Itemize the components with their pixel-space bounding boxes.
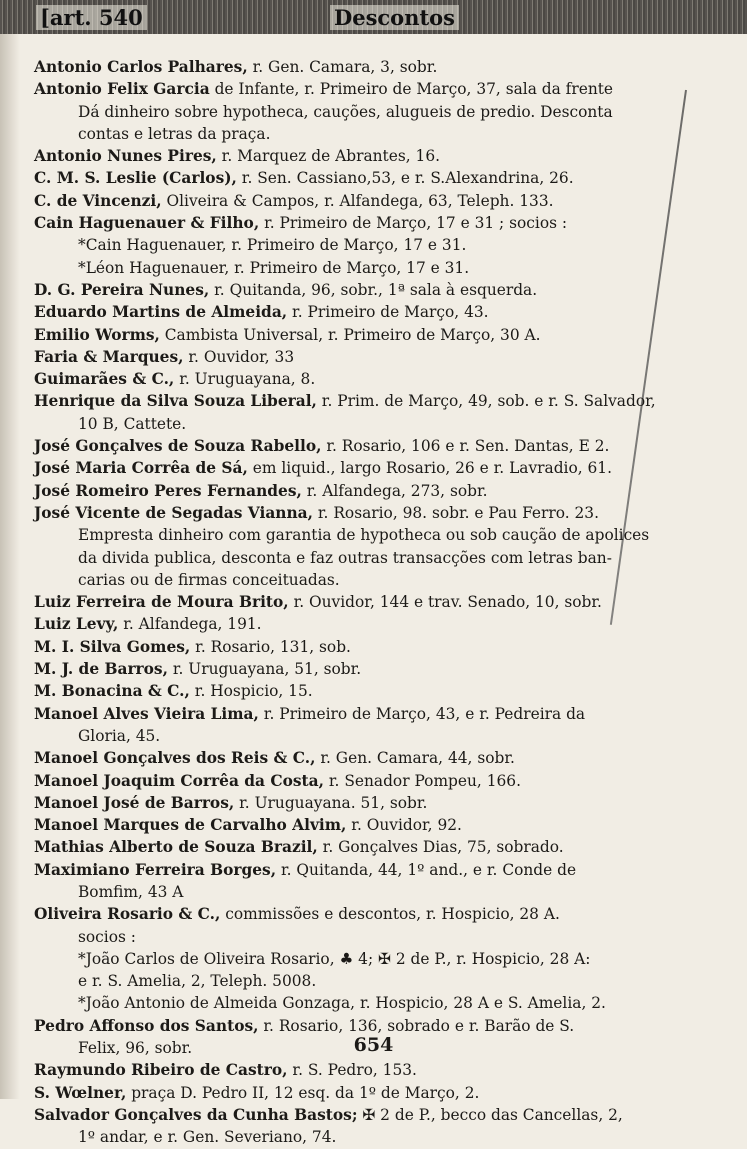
entry-name: M. Bonacina & C., (34, 682, 190, 701)
entry-name: Manoel Joaquim Corrêa da Costa, (34, 771, 324, 790)
entries-list (34, 56, 706, 1149)
directory-entry (34, 301, 706, 323)
entry-address: r. Uruguayana. 51, sobr. (234, 793, 428, 812)
entry-name: Antonio Nunes Pires, (34, 147, 217, 166)
entry-address: r. Ouvidor, 33 (183, 347, 295, 366)
entry-name: Antonio Carlos Palhares, (34, 58, 248, 76)
directory-entry (34, 680, 706, 702)
directory-entry (34, 613, 706, 635)
directory-entry (34, 836, 706, 858)
entry-continuation: Dá dinheiro sobre hypotheca, cauções, alugueis de predio. Desconta (78, 102, 613, 121)
entry-name: José Maria Corrêa de Sá, (34, 459, 248, 478)
entry-continuation: Gloria, 45. (78, 726, 161, 745)
directory-entry (34, 502, 706, 524)
directory-entry (34, 324, 706, 346)
entry-address: de Infante, r. Primeiro de Março, 37, sala da frente (209, 80, 614, 99)
directory-entry (34, 212, 706, 234)
directory-entry (34, 636, 706, 658)
entry-name: M. I. Silva Gomes, (34, 637, 191, 656)
directory-entry (34, 368, 706, 390)
directory-entry (34, 457, 706, 479)
entry-address: r. Rosario, 98. sobr. e Pau Ferro. 23. (313, 503, 599, 522)
directory-entry (34, 190, 706, 212)
entry-name: Manoel Marques de Carvalho Alvim, (34, 816, 347, 835)
directory-entry (34, 145, 706, 167)
directory-entry (34, 814, 706, 836)
directory-entry (34, 56, 706, 78)
directory-entry (34, 346, 706, 368)
entry-name: Luiz Ferreira de Moura Brito, (34, 593, 289, 612)
directory-entry (34, 747, 706, 769)
entry-name: S. Wœlner, (34, 1083, 127, 1102)
entry-continuation: Bomfim, 43 A (78, 882, 184, 901)
entry-name: Manoel José de Barros, (34, 793, 235, 812)
entry-name: Oliveira Rosario & C., (34, 905, 221, 924)
entry-address: r. Primeiro de Março, 43, e r. Pedreira da (258, 704, 586, 723)
entry-partner: *João Antonio de Almeida Gonzaga, r. Hospicio, 28 A e S. Amelia, 2. (78, 994, 606, 1013)
entry-address: r. Ouvidor, 92. (346, 816, 462, 835)
entry-address: r. Gen. Camara, 3, sobr. (247, 58, 438, 76)
entry-address: r. Prim. de Março, 49, sob. e r. S. Salvador, (316, 392, 656, 411)
entry-name: M. J. de Barros, (34, 660, 168, 679)
entry-address: Cambista Universal, r. Primeiro de Março, 30 A. (159, 325, 541, 344)
directory-entry (34, 279, 706, 301)
entry-name: José Romeiro Peres Fernandes, (34, 481, 302, 500)
entry-name: Faria & Marques, (34, 347, 184, 366)
entry-address: r. Quitanda, 96, sobr., 1ª sala à esquerda. (209, 280, 538, 299)
directory-entry (34, 167, 706, 189)
entry-continuation: da divida publica, desconta e faz outras transacções com letras ban- (78, 548, 612, 567)
entry-address: r. Primeiro de Março, 43. (287, 303, 489, 322)
entry-address: r. Gen. Camara, 44, sobr. (315, 749, 515, 768)
entry-continuation: Empresta dinheiro com garantia de hypotheca ou sob caução de apolices (78, 526, 650, 545)
entry-name: Raymundo Ribeiro de Castro, (34, 1061, 288, 1080)
entry-address: ✠ 2 de P., becco das Cancellas, 2, (357, 1105, 623, 1124)
entry-name: Henrique da Silva Souza Liberal, (34, 392, 317, 411)
directory-entry (34, 435, 706, 457)
entry-continuation: 1º andar, e r. Gen. Severiano, 74. (78, 1128, 337, 1147)
entry-address: em liquid., largo Rosario, 26 e r. Lavradio, 61. (247, 459, 612, 478)
entry-name: Manoel Alves Vieira Lima, (34, 704, 259, 723)
directory-entry (34, 1082, 706, 1104)
article-header: [art. 540 (36, 5, 147, 30)
entry-address: r. Gonçalves Dias, 75, sobrado. (317, 838, 564, 857)
entry-partner: *Léon Haguenauer, r. Primeiro de Março, 17 e 31. (78, 258, 470, 277)
directory-entry (34, 390, 706, 412)
entry-address: r. Alfandega, 273, sobr. (301, 481, 488, 500)
entry-address: r. Uruguayana, 8. (174, 370, 316, 389)
entry-name: Salvador Gonçalves da Cunha Bastos; (34, 1105, 358, 1124)
entry-partner: *João Carlos de Oliveira Rosario, ♣ 4; ✠ 2 de P., r. Hospicio, 28 A: (78, 949, 591, 968)
entry-address: r. Sen. Cassiano,53, e r. S.Alexandrina, 26. (236, 169, 574, 188)
section-title: Descontos (330, 5, 459, 30)
entry-address: r. S. Pedro, 153. (287, 1061, 417, 1080)
entry-name: Emilio Worms, (34, 325, 160, 344)
page-number: 654 (353, 1034, 394, 1056)
entry-name: Maximiano Ferreira Borges, (34, 860, 277, 879)
entry-name: Guimarães & C., (34, 370, 175, 389)
entry-name: C. de Vincenzi, (34, 191, 162, 210)
entry-address: praça D. Pedro II, 12 esq. da 1º de Março, 2. (126, 1083, 480, 1102)
directory-entry (34, 770, 706, 792)
entry-address: r. Rosario, 106 e r. Sen. Dantas, E 2. (321, 437, 610, 456)
entry-name: D. G. Pereira Nunes, (34, 280, 210, 299)
directory-entry (34, 903, 706, 925)
entry-address: r. Alfandega, 191. (118, 615, 262, 634)
entry-continuation: Felix, 96, sobr. (78, 1039, 193, 1058)
entry-name: Pedro Affonso dos Santos, (34, 1016, 259, 1035)
entry-name: Eduardo Martins de Almeida, (34, 303, 288, 322)
entry-name: Antonio Felix Garcia (34, 80, 210, 99)
entry-continuation: e r. S. Amelia, 2, Teleph. 5008. (78, 972, 317, 991)
entry-name: José Vicente de Segadas Vianna, (34, 503, 313, 522)
entry-partner: *Cain Haguenauer, r. Primeiro de Março, 17 e 31. (78, 236, 467, 255)
entry-name: Mathias Alberto de Souza Brazil, (34, 838, 318, 857)
entry-name: C. M. S. Leslie (Carlos), (34, 169, 237, 188)
entry-address: commissões e descontos, r. Hospicio, 28 A. (220, 905, 560, 924)
entry-address: r. Marquez de Abrantes, 16. (216, 147, 441, 166)
directory-entry (34, 1059, 706, 1081)
entry-name: Luiz Levy, (34, 615, 119, 634)
entry-address: Oliveira & Campos, r. Alfandega, 63, Teleph. 133. (161, 191, 554, 210)
directory-entry (34, 658, 706, 680)
directory-entry (34, 792, 706, 814)
entry-address: r. Quitanda, 44, 1º and., e r. Conde de (276, 860, 577, 879)
entry-address: r. Uruguayana, 51, sobr. (167, 660, 362, 679)
entry-address: r. Rosario, 131, sob. (190, 637, 351, 656)
entry-address: r. Senador Pompeu, 166. (324, 771, 521, 790)
entry-address: r. Hospicio, 15. (189, 682, 313, 701)
entry-continuation: contas e letras da praça. (78, 124, 271, 143)
directory-entry (34, 591, 706, 613)
entry-name: Cain Haguenauer & Filho, (34, 214, 260, 233)
directory-entry (34, 1104, 706, 1126)
entry-address: r. Rosario, 136, sobrado e r. Barão de S. (258, 1016, 575, 1035)
page-edge-shadow (0, 34, 20, 1099)
entry-partner: socios : (78, 927, 136, 946)
directory-entry (34, 859, 706, 881)
entry-name: José Gonçalves de Souza Rabello, (34, 437, 322, 456)
entry-address: r. Primeiro de Março, 17 e 31 ; socios : (259, 214, 568, 233)
entry-continuation: 10 B, Cattete. (78, 414, 187, 433)
entry-address: r. Ouvidor, 144 e trav. Senado, 10, sobr. (288, 593, 602, 612)
entry-name: Manoel Gonçalves dos Reis & C., (34, 749, 316, 768)
directory-entry (34, 78, 706, 100)
entry-continuation: carias ou de firmas conceituadas. (78, 570, 340, 589)
directory-entry (34, 703, 706, 725)
directory-entry (34, 480, 706, 502)
